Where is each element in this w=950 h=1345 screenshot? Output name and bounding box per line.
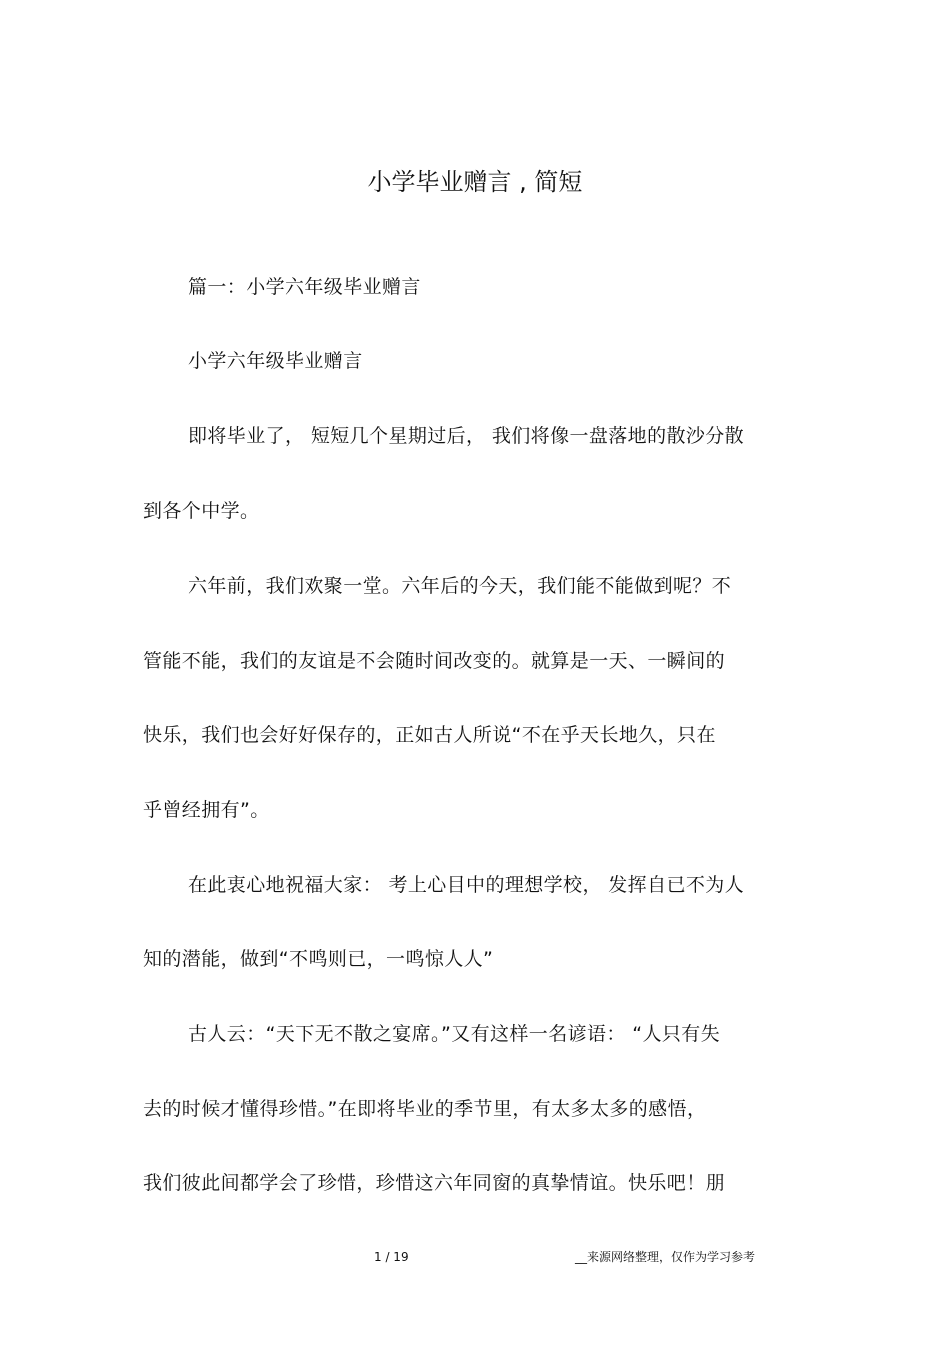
paragraph-line: 在此衷心地祝福大家： 考上心目中的理想学校， 发挥自已不为人 [188,874,745,896]
paragraph-line: 知的潜能，做到“不鸣则已，一鸣惊人人” [143,948,494,970]
paragraph-line: 我们彼此间都学会了珍惜，珍惜这六年同窗的真挚情谊。快乐吧！朋 [143,1172,726,1194]
paragraph-line: 六年前，我们欢聚一堂。六年后的今天，我们能不能做到呢？不 [188,575,732,597]
paragraph-line: 乎曾经拥有”。 [143,799,270,821]
document-title: 小学毕业赠言 , 简短 [367,168,583,196]
source-note: __来源网络整理，仅作为学习参考 [575,1250,756,1264]
paragraph-line: 到各个中学。 [143,500,260,522]
section-heading: 篇一：小学六年级毕业赠言 [188,276,421,298]
paragraph-line: 去的时候才懂得珍惜。”在即将毕业的季节里，有太多太多的感悟， [143,1098,707,1120]
subheading: 小学六年级毕业赠言 [188,350,363,372]
paragraph-line: 古人云：“天下无不散之宴席。”又有这样一名谚语： “人只有失 [188,1023,721,1045]
paragraph-line: 管能不能，我们的友谊是不会随时间改变的。就算是一天、一瞬间的 [143,650,726,672]
paragraph-line: 即将毕业了， 短短几个星期过后， 我们将像一盘落地的散沙分散 [188,425,745,447]
paragraph-line: 快乐，我们也会好好保存的，正如古人所说“不在乎天长地久，只在 [143,724,716,746]
page-indicator: 1 / 19 [374,1250,409,1264]
